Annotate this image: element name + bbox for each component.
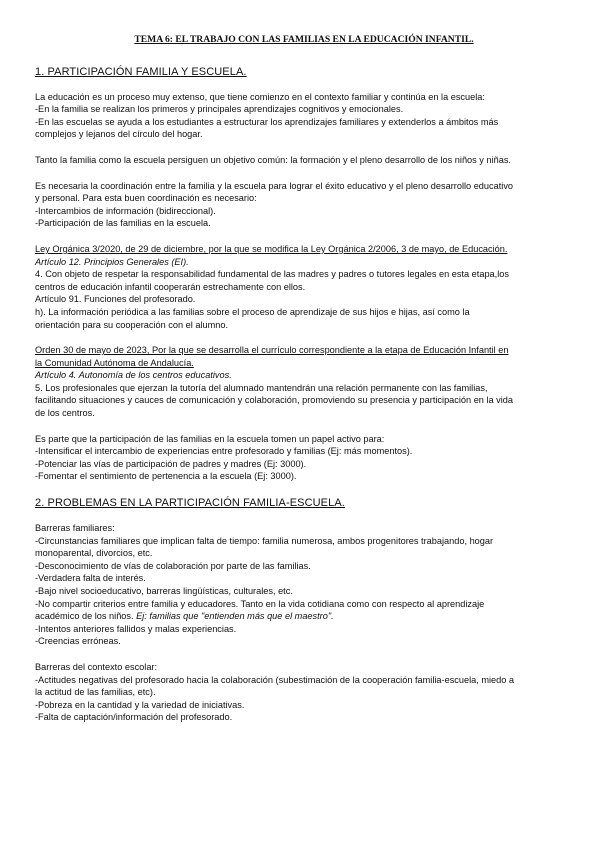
s1-p1-line3: -En las escuelas se ayuda a los estudiantes a estructurar los aprendizajes familiares y extenderlos a ámbitos más xyxy=(35,116,499,127)
familiares-line4: -Verdadera falta de interés. xyxy=(35,573,146,584)
section2-heading: 2. PROBLEMAS EN LA PARTICIPACIÓN FAMILIA-ESCUELA. xyxy=(35,497,345,510)
escolar-line4: -Falta de captación/información del profesorado. xyxy=(35,712,233,723)
s1-p4-line1: Es parte que la participación de las familias en la escuela tomen un papel activo para: xyxy=(35,433,385,444)
law1-line4: h). La información periódica a las familias sobre el proceso de aprendizaje de sus hijos e hijas, así como la xyxy=(35,306,470,317)
s1-p1-line1: La educación es un proceso muy extenso, que tiene comienzo en el contexto familiar y continúa en la escuela: xyxy=(35,91,485,102)
s1-p2: Tanto la familia como la escuela persiguen un objetivo común: la formación y el pleno desarrollo de los niños y niñas. xyxy=(35,154,511,165)
law1-line2: centros de educación infantil cooperarán estrechamente con ellos. xyxy=(35,281,306,292)
law2-title-line2: la Comunidad Autónoma de Andalucía. xyxy=(35,357,194,368)
familiares-line2: monoparental, divorcios, etc. xyxy=(35,548,153,559)
law2-line2: facilitando situaciones y cauces de comunicación y colaboración, promoviendo su presencia y participación en la vida xyxy=(35,395,514,406)
s1-p3-line4: -Participación de las familias en la escuela. xyxy=(35,218,211,229)
law2-line3: de los centros. xyxy=(35,408,95,419)
s1-p1-line4: complejos y lejanos del círculo del hogar. xyxy=(35,129,203,140)
s1-p3-line1: Es necesaria la coordinación entre la familia y la escuela para lograr el éxito educativo y el pleno desarrollo educativo xyxy=(35,180,514,191)
law1-article12: Artículo 12. Principios Generales (EI). xyxy=(35,256,189,267)
familiares-line8: -Intentos anteriores fallidos y malas experiencias. xyxy=(35,623,237,634)
s1-p4-line4: -Fomentar el sentimiento de pertenencia a la escuela (Ej: 3000). xyxy=(35,471,297,482)
familiares-title: Barreras familiares: xyxy=(35,523,115,534)
law2-line1: 5. Los profesionales que ejerzan la tutoría del alumnado mantendrán una relación permanente con las familias, xyxy=(35,382,488,393)
academico-prefix: académico de los niños. xyxy=(35,611,134,622)
document-title: TEMA 6: EL TRABAJO CON LAS FAMILIAS EN LA EDUCACIÓN INFANTIL. xyxy=(134,34,474,45)
familiares-line7 xyxy=(35,610,567,623)
escolar-line1: -Actitudes negativas del profesorado hacia la colaboración (subestimación de la cooperación familia-escuela, miedo a xyxy=(35,674,515,685)
law1-line3: Artículo 91. Funciones del profesorado. xyxy=(35,294,196,305)
s1-p4-line3: -Potenciar las vías de participación de padres y madres (Ej: 3000). xyxy=(35,458,307,469)
familiares-line6: -No compartir criterios entre familia y educadores. Tanto en la vida cotidiana como con respecto al aprendizaje xyxy=(35,598,485,609)
law2-article4: Artículo 4. Autonomía de los centros educativos. xyxy=(35,370,232,381)
s1-p1-line2: -En la familia se realizan los primeros y principales aprendizajes cognitivos y emocionales. xyxy=(35,104,404,115)
familiares-line1: -Circunstancias familiares que implican falta de tiempo: familia numerosa, ambos progenitores trabajando, hogar xyxy=(35,535,494,546)
law1-title: Ley Orgánica 3/2020, de 29 de diciembre, por la que se modifica la Ley Orgánica 2/2006, 3 de mayo, de Educación. xyxy=(35,243,508,254)
s1-p4-line2: -Intensificar el intercambio de experiencias entre profesorado y familias (Ej: más momentos). xyxy=(35,446,413,457)
document-page xyxy=(35,34,567,724)
academico-example: Ej: familias que "entienden más que el maestro". xyxy=(136,611,334,622)
familiares-line5: -Bajo nivel socioeducativo, barreras lingüísticas, culturales, etc. xyxy=(35,586,293,596)
s1-p3-line2: y personal. Para esta buen coordinación es necesario: xyxy=(35,193,257,204)
escolar-title: Barreras del contexto escolar: xyxy=(35,661,158,672)
escolar-line2: la actitud de las familias, etc). xyxy=(35,687,156,698)
law2-title-line1: Orden 30 de mayo de 2023, Por la que se desarrolla el currículo correspondiente a la etapa de Educación Infantil en xyxy=(35,345,509,356)
law1-line1: 4. Con objeto de respetar la responsabilidad fundamental de las madres y padres o tutores legales en esta etapa,los xyxy=(35,269,509,280)
familiares-line3: -Desconocimiento de vías de colaboración por parte de las familias. xyxy=(35,560,311,571)
escolar-line3: -Pobreza en la cantidad y la variedad de iniciativas. xyxy=(35,699,245,710)
s1-p3-line3: -Intercambios de información (bidireccional). xyxy=(35,205,216,216)
law1-line5: orientación para su cooperación con el alumno. xyxy=(35,319,229,330)
familiares-line9: -Creencias erróneas. xyxy=(35,636,121,647)
section1-heading: 1. PARTICIPACIÓN FAMILIA Y ESCUELA. xyxy=(35,65,247,78)
